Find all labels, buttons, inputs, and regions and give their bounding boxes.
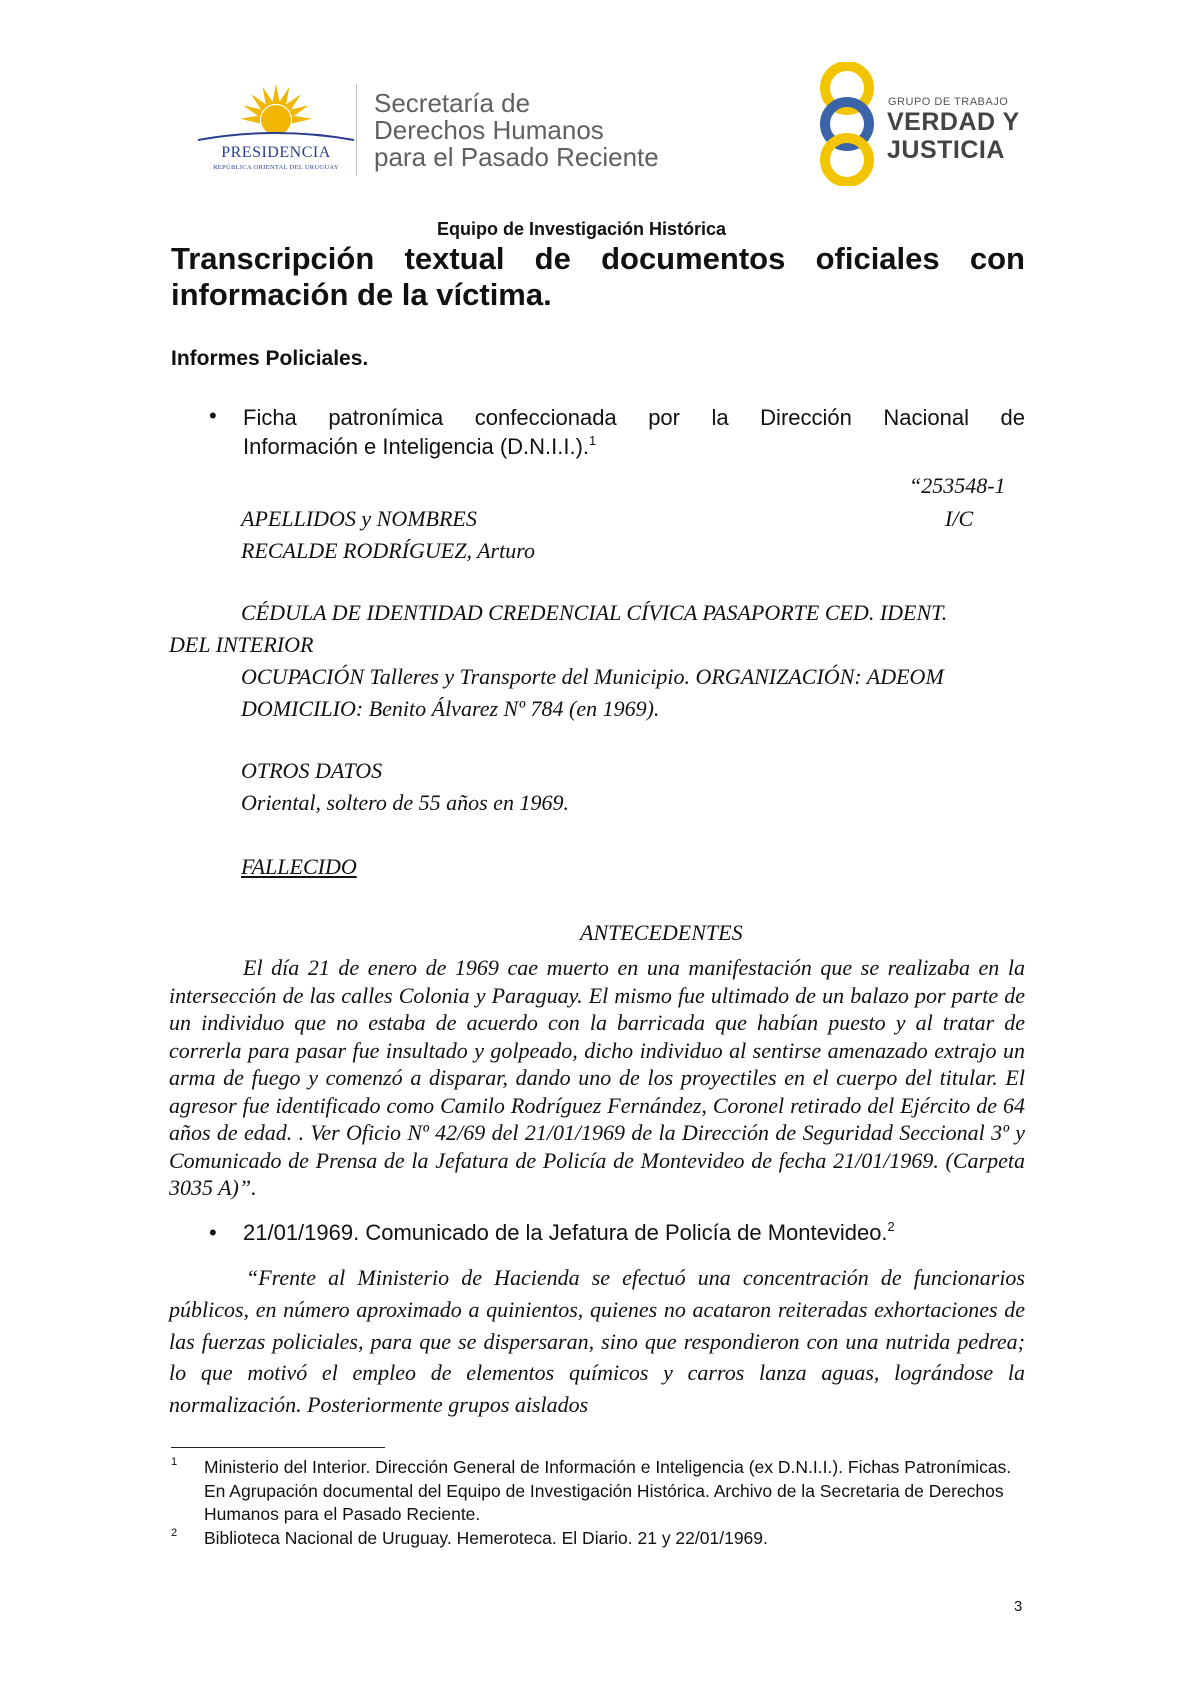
antecedentes-text: El día 21 de enero de 1969 cae muerto en una manifestación que se realizaba en la intersección de las calles Colonia y Paraguay. El mismo fue ultimado de un balazo por parte de un individuo que no estaba de acuerdo con la barricada que habían puesto y al tratar de correrla para pasar fue insultado y golpeado, dicho individuo al sentirse amenazado extrajo un arma de fuego y comenzó a disparar, dando uno de los proyectiles en el cuerpo del titular. El agresor fue identificado como Camilo Rodríguez Fernández, Coronel retirado del Ejército de 64 años de edad. . Ver Oficio Nº 42/69 del 21/01/1969 de la Dirección de Seguridad Seccional 3º y Comunicado de Prensa de la Jefatura de Policía de Montevideo de fecha 21/01/1969. (Carpeta 3035 A)”.: [169, 955, 1025, 1200]
header-divider: [356, 84, 357, 176]
rings-icon: [812, 62, 882, 186]
gtvj-line1: GRUPO DE TRABAJO: [888, 96, 1009, 108]
section-heading: Informes Policiales.: [171, 347, 369, 370]
footnote-2-text: Biblioteca Nacional de Uruguay. Hemeroteca. El Diario. 21 y 22/01/1969.: [204, 1528, 768, 1548]
cedula-line2: DEL INTERIOR: [169, 632, 314, 657]
footnote-ref-2: 2: [887, 1219, 895, 1234]
page-number: 3: [1014, 1598, 1023, 1615]
bullet2-label: 21/01/1969. Comunicado de la Jefatura de Policía de Montevideo.: [243, 1220, 888, 1245]
domicilio: DOMICILIO: Benito Álvarez Nº 784 (en 1969).: [241, 696, 660, 721]
bullet1-line1: Ficha patronímica confeccionada por la Dirección Nacional de: [243, 405, 1025, 430]
quote-text: “Frente al Ministerio de Hacienda se efectuó una concentración de funcionarios públicos, en número aproximado a quinientos, quienes no acataron reiteradas exhortaciones de las fuerzas policiales, para que se dispersaran, sino que respondieron con una nutrida pedrea; lo que motivó el empleo de elementos químicos y carros lanza aguas, lográndose la normalización. Posteriormente grupos aislados: [169, 1265, 1025, 1418]
title-line2: información de la víctima.: [171, 277, 552, 312]
apellidos-label: APELLIDOS y NOMBRES: [241, 506, 477, 531]
secretaria-line1: Secretaría de: [374, 88, 531, 118]
cedula-line1: CÉDULA DE IDENTIDAD CREDENCIAL CÍVICA PASAPORTE CED. IDENT.: [241, 600, 948, 625]
ocupacion: OCUPACIÓN Talleres y Transporte del Municipio. ORGANIZACIÓN: ADEOM: [241, 664, 944, 689]
bullet-marker: •: [209, 403, 217, 428]
victim-name: RECALDE RODRÍGUEZ, Arturo: [241, 538, 535, 563]
footnote-1-number: 1: [171, 1456, 178, 1468]
gtvj-line2: VERDAD Y: [887, 108, 1020, 136]
otros-datos: Oriental, soltero de 55 años en 1969.: [241, 790, 569, 815]
otros-label: OTROS DATOS: [241, 758, 383, 783]
team-heading: Equipo de Investigación Histórica: [437, 219, 727, 239]
bullet-marker-2: •: [209, 1220, 217, 1245]
page-title: [171, 241, 1025, 313]
secretaria-logo: [374, 90, 704, 171]
gtvj-logo: [812, 62, 1032, 186]
presidencia-sub: REPÚBLICA ORIENTAL DEL URUGUAY: [213, 164, 339, 171]
presidencia-logo: [196, 80, 356, 178]
sun-icon: [196, 80, 356, 146]
presidencia-label: PRESIDENCIA: [221, 144, 331, 161]
bullet1-line2: Información e Inteligencia (D.N.I.I.).: [243, 434, 590, 459]
bullet1-text: [243, 403, 1025, 461]
antecedentes-label: ANTECEDENTES: [580, 920, 743, 945]
secretaria-line3: para el Pasado Reciente: [374, 142, 659, 172]
secretaria-line2: Derechos Humanos: [374, 115, 604, 145]
footnote-separator: [171, 1447, 385, 1448]
ficha-code: “253548-1: [909, 473, 1006, 498]
ficha-ic: I/C: [945, 506, 974, 531]
bullet2-text: [243, 1220, 895, 1246]
title-line1: Transcripción textual de documentos oficiales con: [171, 241, 1025, 276]
footnote-1-text: Ministerio del Interior. Dirección General de Información e Inteligencia (ex D.N.I.I.). Fichas Patronímicas. En Agrupación documental del Equipo de Investigación Histórica. Archivo de la Secretaria de Derechos Humanos para el Pasado Reciente.: [204, 1457, 1012, 1524]
footnote-2-number: 2: [171, 1527, 178, 1539]
gtvj-line3: JUSTICIA: [887, 136, 1005, 164]
footnote-ref-1: 1: [589, 433, 597, 448]
fallecido-label: FALLECIDO: [241, 854, 357, 879]
